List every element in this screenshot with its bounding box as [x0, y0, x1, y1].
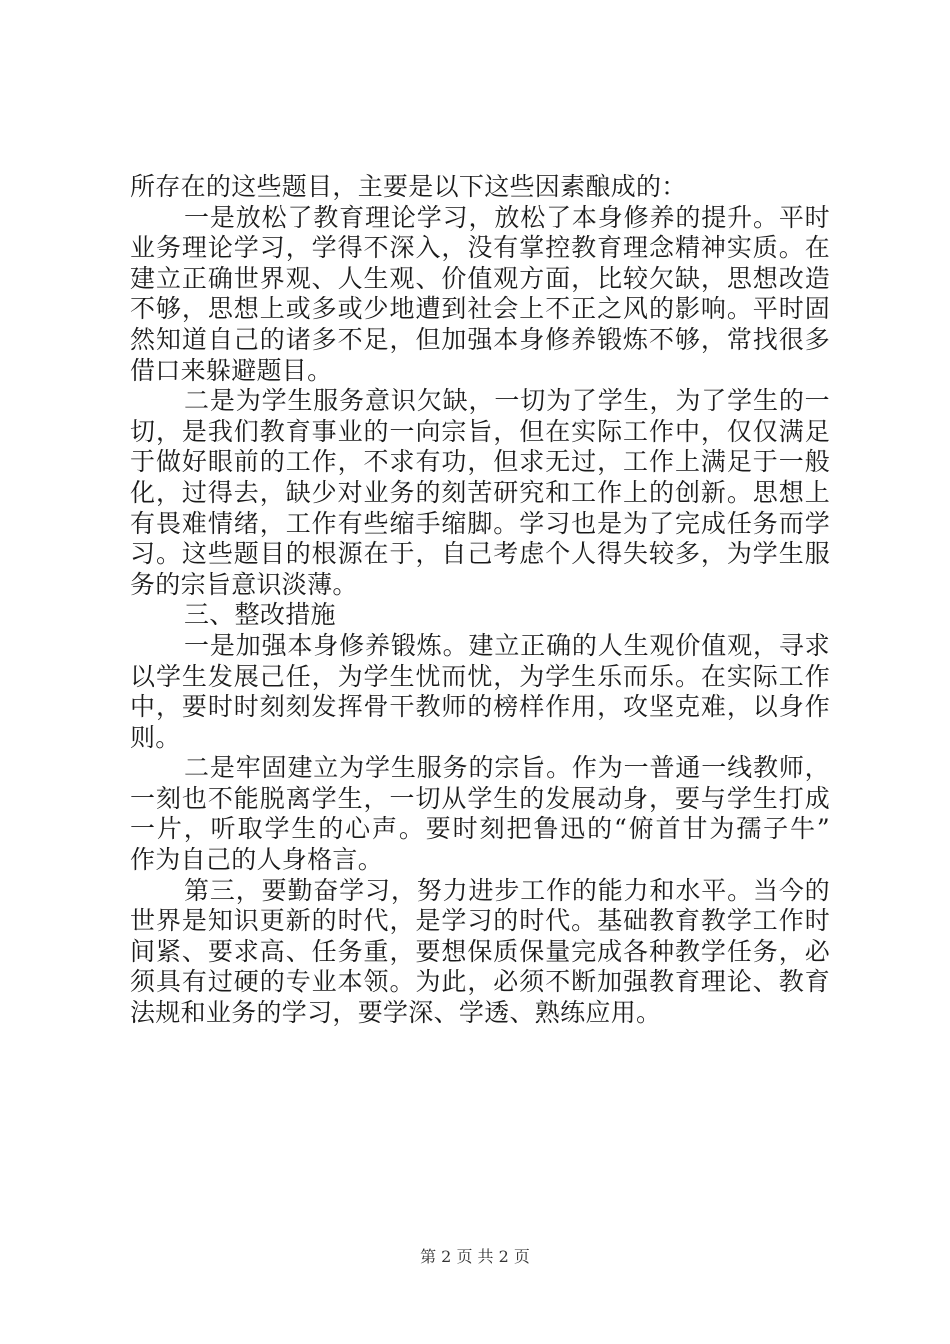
- text-line: 业务理论学习，学得不深入，没有掌控教育理念精神实质。在: [130, 233, 830, 263]
- text-line: 一片，听取学生的心声。要时刻把鲁迅的“俯首甘为孺子牛”: [130, 814, 830, 844]
- text-line: 有畏难情绪，工作有些缩手缩脚。学习也是为了完成任务而学: [130, 508, 830, 538]
- page-number-footer: 第 2 页 共 2 页: [420, 1247, 530, 1266]
- text-line: 借口来躲避题目。: [130, 355, 333, 385]
- text-line: 不够，思想上或多或少地遭到社会上不正之风的影响。平时固: [130, 294, 830, 324]
- text-line: 世界是知识更新的时代，是学习的时代。基础教育教学工作时: [130, 906, 830, 936]
- text-line: 于做好眼前的工作，不求有功，但求无过，工作上满足于一般: [130, 447, 830, 477]
- text-line: 间紧、要求高、任务重，要想保质保量完成各种教学任务，必: [130, 936, 830, 966]
- text-line: 第三，要勤奋学习，努力进步工作的能力和水平。当今的: [184, 875, 830, 905]
- text-line: 然知道自己的诸多不足，但加强本身修养锻炼不够，常找很多: [130, 324, 830, 354]
- text-line: 一刻也不能脱离学生，一切从学生的发展动身，要与学生打成: [130, 783, 830, 813]
- text-line: 化，过得去，缺少对业务的刻苦研究和工作上的创新。思想上: [130, 477, 830, 507]
- section-heading: 三、整改措施: [184, 600, 336, 630]
- text-line: 中，要时时刻刻发挥骨干教师的榜样作用，攻坚克难，以身作: [130, 692, 830, 722]
- text-line: 所存在的这些题目，主要是以下这些因素酿成的：: [130, 172, 687, 201]
- text-line: 习。这些题目的根源在于，自己考虑个人得失较多，为学生服: [130, 539, 830, 569]
- text-line: 作为自己的人身格言。: [130, 845, 384, 875]
- text-line: 法规和业务的学习，要学深、学透、熟练应用。: [130, 998, 662, 1028]
- text-line: 一是加强本身修养锻炼。建立正确的人生观价值观，寻求: [184, 630, 830, 660]
- text-line: 建立正确世界观、人生观、价值观方面，比较欠缺，思想改造: [130, 263, 830, 293]
- text-line: 务的宗旨意识淡薄。: [130, 569, 358, 599]
- text-line: 切，是我们教育事业的一向宗旨，但在实际工作中，仅仅满足: [130, 416, 830, 446]
- text-line: 以学生发展己任，为学生忧而忧，为学生乐而乐。在实际工作: [130, 661, 830, 691]
- text-line: 二是为学生服务意识欠缺，一切为了学生，为了学生的一: [184, 386, 830, 416]
- text-line: 一是放松了教育理论学习，放松了本身修养的提升。平时: [184, 202, 830, 232]
- text-line: 二是牢固建立为学生服务的宗旨。作为一普通一线教师，: [184, 753, 830, 783]
- text-line: 须具有过硬的专业本领。为此，必须不断加强教育理论、教育: [130, 967, 830, 997]
- document-body: [130, 172, 830, 1029]
- text-line: 则。: [130, 722, 181, 752]
